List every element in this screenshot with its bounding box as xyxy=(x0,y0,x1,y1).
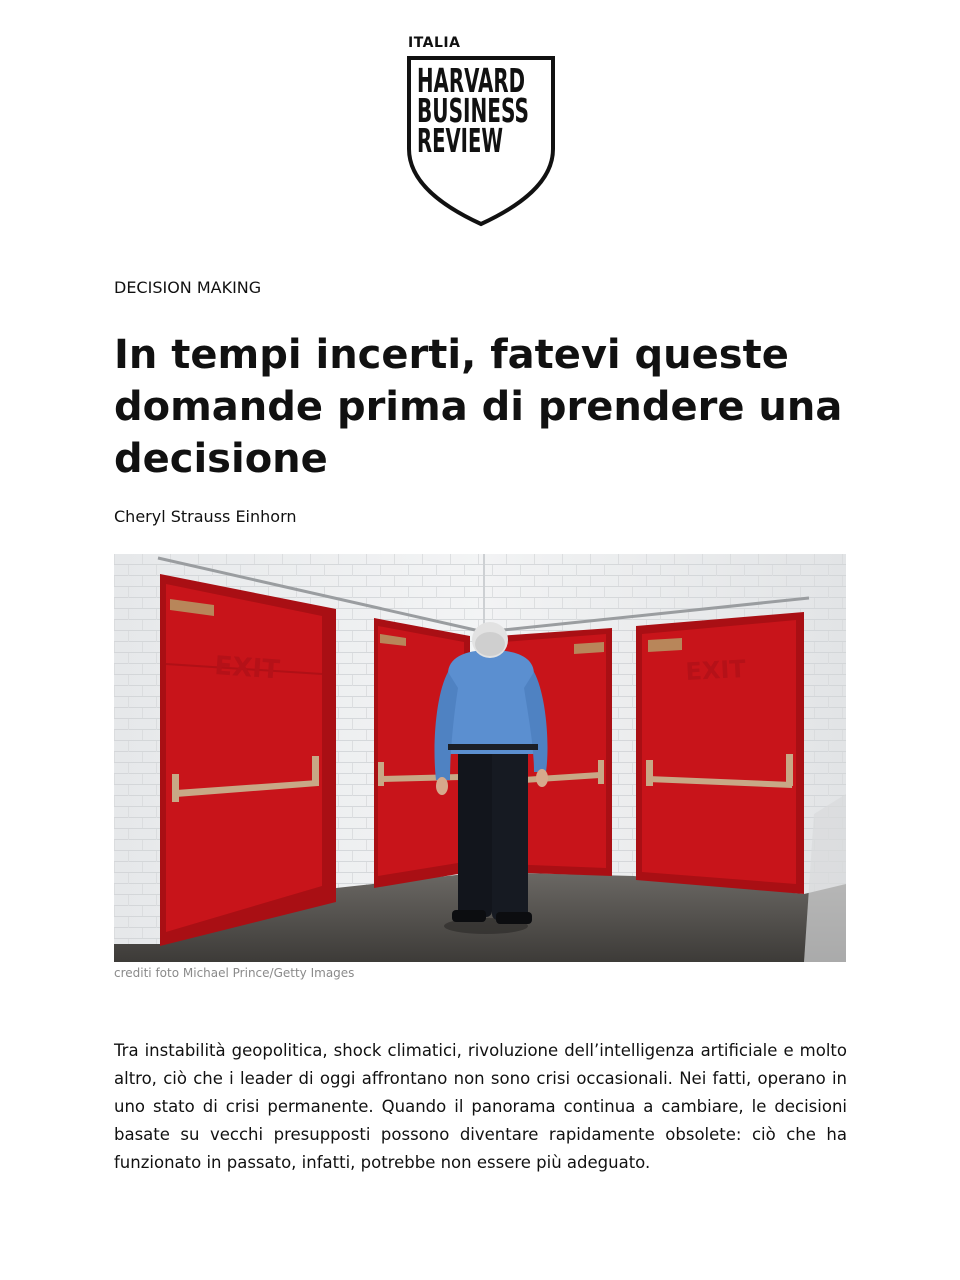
shield-logo-icon xyxy=(400,54,560,234)
door-exit-sign: EXIT xyxy=(213,651,281,686)
photo-credit: crediti foto Michael Prince/Getty Images xyxy=(114,966,355,980)
brand-edition: ITALIA xyxy=(408,35,461,51)
brand-name-line3: REVIEW xyxy=(417,121,503,160)
brand-name-line1: HARVARD xyxy=(417,61,525,100)
article-title: In tempi incerti, fatevi queste domande prima di prendere una decisione xyxy=(114,332,843,482)
brand-name-line2: BUSINESS xyxy=(417,91,529,130)
brand-logo[interactable] xyxy=(400,34,560,234)
article-photo xyxy=(114,554,846,962)
section-label[interactable]: DECISION MAKING xyxy=(114,278,262,297)
svg-text:EXIT: EXIT xyxy=(684,654,747,686)
article-author[interactable]: Cheryl Strauss Einhorn xyxy=(114,507,297,526)
article-body: Tra instabilità geopolitica, shock climatici, rivoluzione dell’intelligenza artificiale e molto altro, ciò che i leader di oggi affrontano non sono crisi occasionali. Nei fatti, operano in uno stato di crisi permanente. Quando il panorama continua a cambiare, le decisioni basate su vecchi presupposti possono diventare rapidamente obsolete: ciò che ha funzionato in passato, infatti, potrebbe non essere più adeguato. xyxy=(114,1041,847,1172)
